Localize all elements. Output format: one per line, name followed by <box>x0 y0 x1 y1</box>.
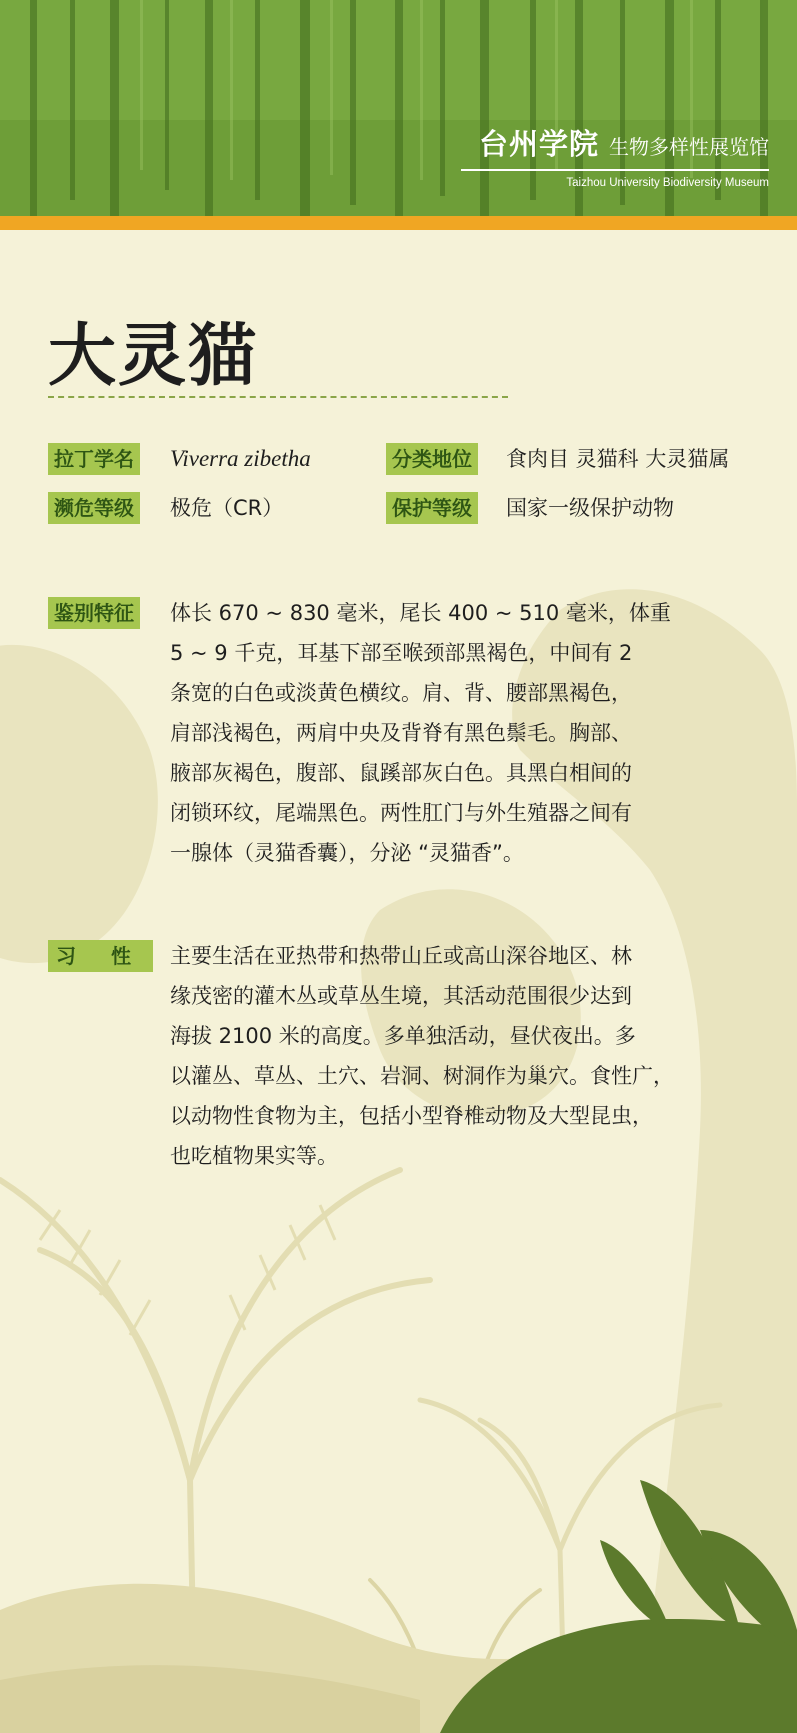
protection-level-tag: 保护等级 <box>386 492 478 524</box>
taxonomy-value: 食肉目 灵猫科 大灵猫属 <box>506 447 730 471</box>
habits-paragraph <box>170 936 700 1176</box>
features-line: 5 ~ 9 千克，耳基下部至喉颈部黑褐色，中间有 2 <box>170 641 633 665</box>
museum-brand <box>429 122 769 189</box>
habits-line: 海拔 2100 米的高度。多单独活动，昼伏夜出。多 <box>170 1024 636 1048</box>
features-line: 闭锁环纹，尾端黑色。两性肛门与外生殖器之间有 <box>170 801 632 825</box>
orange-accent-bar <box>0 216 797 230</box>
habits-line: 以动物性食物为主，包括小型脊椎动物及大型昆虫， <box>170 1104 653 1128</box>
taxonomy-tag: 分类地位 <box>386 443 478 475</box>
header-forest-banner <box>0 0 797 216</box>
features-paragraph <box>170 593 700 873</box>
features-line: 一腺体（灵猫香囊），分泌 “灵猫香”。 <box>170 841 524 865</box>
species-title: 大灵猫 <box>48 317 259 396</box>
habits-line: 主要生活在亚热带和热带山丘或高山深谷地区、林 <box>170 944 632 968</box>
protection-level-value: 国家一级保护动物 <box>506 496 674 520</box>
brand-divider <box>461 169 769 171</box>
habits-line: 缘茂密的灌木丛或草丛生境，其活动范围很少达到 <box>170 984 632 1008</box>
features-line: 体长 670 ~ 830 毫米，尾长 400 ~ 510 毫米，体重 <box>170 601 671 625</box>
title-dashed-divider <box>48 396 508 398</box>
habits-line: 以灌丛、草丛、土穴、岩洞、树洞作为巢穴。食性广， <box>170 1064 674 1088</box>
endangered-status-tag: 濒危等级 <box>48 492 140 524</box>
museum-name-english: Taizhou University Biodiversity Museum <box>566 176 769 189</box>
school-name: 台州学院 <box>478 127 599 161</box>
latin-name-tag: 拉丁学名 <box>48 443 140 475</box>
museum-name: 生物多样性展览馆 <box>609 135 769 159</box>
habits-line: 也吃植物果实等。 <box>170 1144 338 1168</box>
latin-name-value: Viverra zibetha <box>170 446 311 471</box>
features-line: 腋部灰褐色，腹部、鼠蹊部灰白色。具黑白相间的 <box>170 761 632 785</box>
features-line: 条宽的白色或淡黄色横纹。肩、背、腰部黑褐色， <box>170 681 632 705</box>
habits-tag: 习 性 <box>48 940 153 972</box>
features-tag: 鉴别特征 <box>48 597 140 629</box>
endangered-status-value: 极危（CR） <box>170 496 284 520</box>
features-line: 肩部浅褐色，两肩中央及背脊有黑色鬃毛。胸部、 <box>170 721 632 745</box>
